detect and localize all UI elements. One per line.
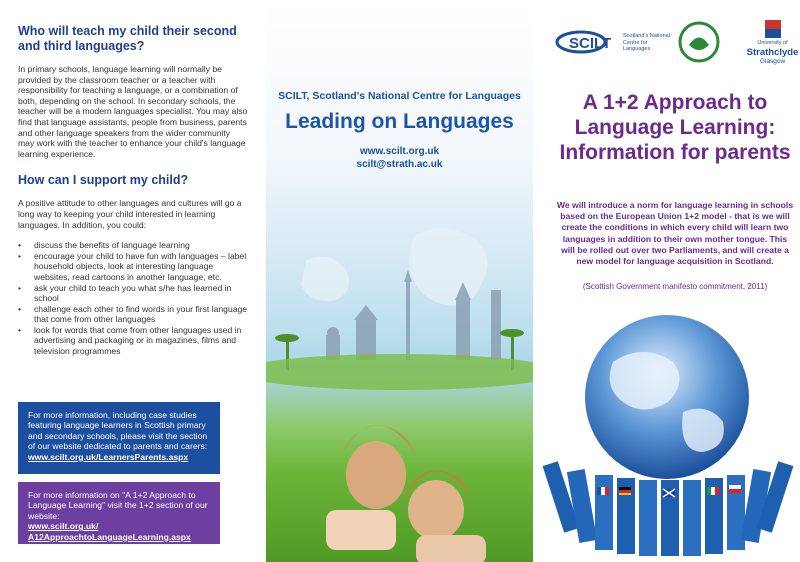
scilt-logo-subtext: Scotland's National Centre for Languages — [623, 33, 670, 52]
para-how-support: A positive attitude to other languages and cultures will go a long way to keeping your child interested in learning languages. In addition, you could: — [18, 198, 242, 230]
globe-books-illustration — [533, 292, 800, 562]
uni-logo-city: Glasgow — [759, 58, 786, 65]
list-item: • discuss the benefits of language learning — [18, 240, 248, 251]
learners-parents-link[interactable]: www.scilt.org.uk/LearnersParents.aspx — [28, 451, 189, 462]
manifesto-citation: (Scottish Government manifesto commitment, 2011) — [582, 282, 768, 291]
uni-logo-main: Strathclyde — [746, 47, 799, 58]
leading-title: Leading on Languages — [285, 110, 514, 133]
para-who-will-teach: In primary schools, language learning will normally be provided by the classroom teacher or a teacher with responsibility for teaching a language, or a combination of both, depending on the school. In secondary schools, the teacher will be a modern languages specialist. You may also find that language assistants, people from business, parents and other language speakers from the wider community may work with the teacher to enhance your child's language learning experience. — [18, 64, 248, 159]
strathclyde-crest — [765, 20, 781, 38]
main-title: A 1+2 Approach to Language Learning: Information for parents — [559, 91, 791, 164]
support-list — [18, 240, 248, 357]
left-panel — [0, 0, 266, 562]
org-name: SCILT, Scotland's National Centre for Languages — [278, 90, 521, 102]
right-panel — [533, 0, 800, 562]
info-box-approach — [18, 482, 220, 544]
info-box-approach-text: For more information on "A 1+2 Approach to Language Learning" visit the 1+2 section of our website: — [28, 490, 208, 521]
approach-link[interactable]: A12ApproachtoLanguageLearning.aspx — [28, 531, 191, 542]
middle-panel — [266, 0, 533, 562]
list-item: • encourage your child to have fun with languages – label household objects, look at interesting language websites, read cartoons in another language, etc. — [18, 251, 248, 283]
children-photo — [326, 425, 486, 562]
manifesto-quote: We will introduce a norm for language learning in schools based on the European Union 1+2 model - that is we will create the conditions in which every child will learn two languages in addition to their own mother tongue. This will be rolled out over two Parliaments, and will create a new model for language acquisition in Scotland. — [556, 200, 794, 267]
heading-who-will-teach: Who will teach my child their second and third languages? — [18, 24, 237, 53]
heading-how-support: How can I support my child? — [18, 173, 189, 188]
list-item: • ask your child to teach you what s/he has learned in school — [18, 283, 248, 304]
scilt-link[interactable]: www.scilt.org.uk/ — [28, 521, 99, 532]
landmarks-illustration — [266, 0, 533, 562]
list-item: • look for words that come from other languages used in advertising and packaging or in magazines, films and television programmes — [18, 325, 248, 357]
list-item: • challenge each other to find words in your first language that come from other languages — [18, 304, 248, 325]
scilt-logo-text: SCILT — [569, 35, 612, 52]
info-box-parents-text: For more information, including case studies featuring language learners in Scottish primary and secondary schools, please visit the section of our website dedicated to parents and carers: — [28, 410, 208, 452]
info-box-parents — [18, 402, 220, 474]
email-link[interactable]: scilt@strath.ac.uk — [356, 159, 443, 170]
website-link[interactable]: www.scilt.org.uk — [359, 146, 440, 157]
uni-logo-small: University of — [757, 40, 788, 46]
